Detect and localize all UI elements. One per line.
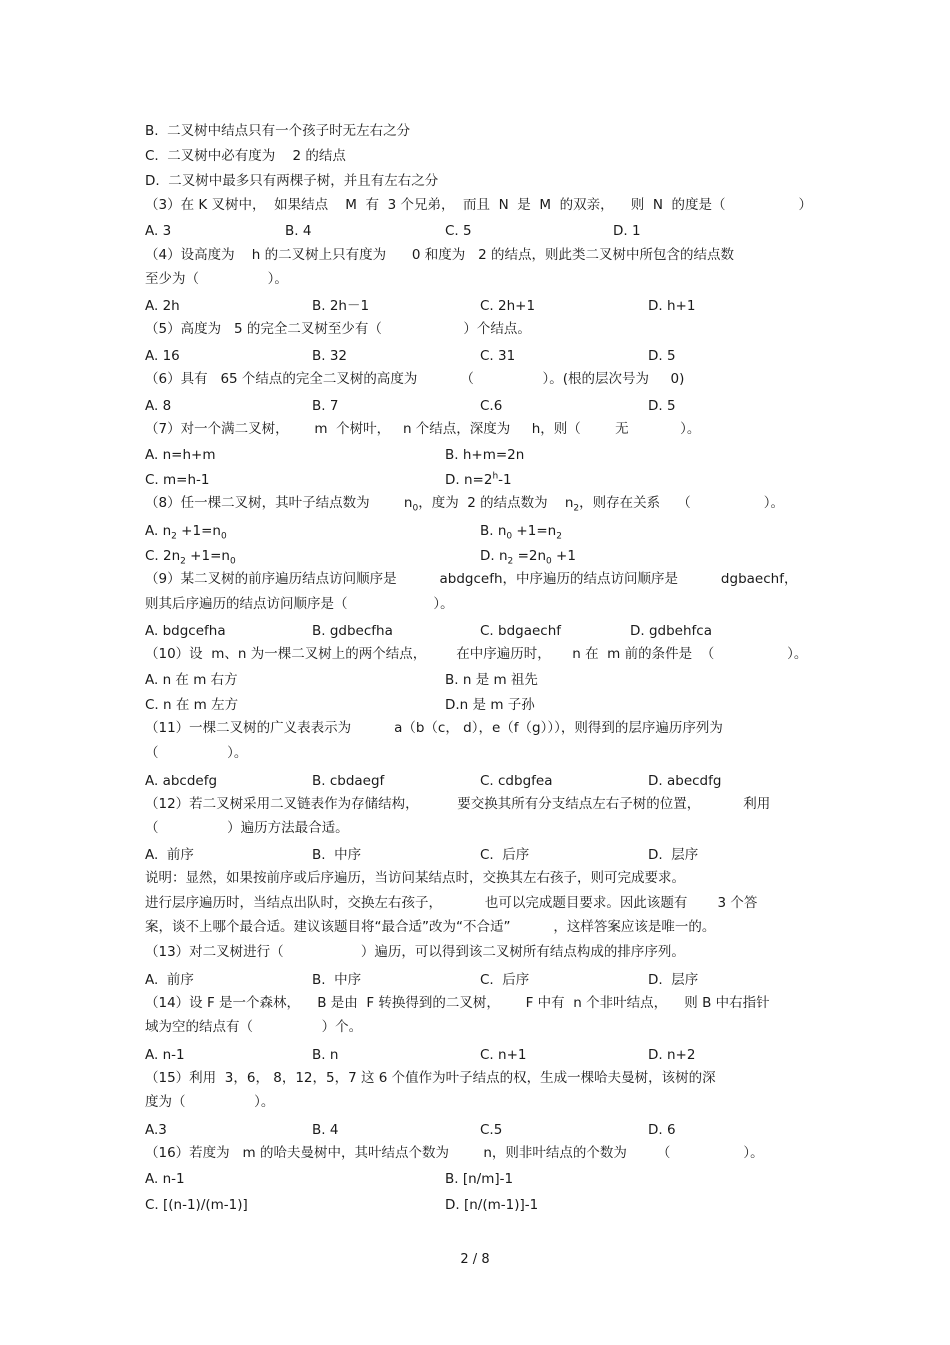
q11-option-a: A. abcdefg xyxy=(145,773,218,789)
q11-option-c: C. cdbgfea xyxy=(480,773,553,789)
note-line1: 说明：显然，如果按前序或后序遍历，当访问某结点时，交换其左右孩子，则可完成要求。 xyxy=(145,870,685,886)
q5-option-b: B. 32 xyxy=(312,348,348,364)
q13-option-b: B. 中序 xyxy=(312,972,362,988)
q10-option-b: B. n 是 m 祖先 xyxy=(445,672,538,688)
q8-option-c: C. $2n_2 +1=n_0$ xyxy=(145,548,236,567)
question-12-line2: （ ）遍历方法最合适。 xyxy=(145,820,349,836)
q4-option-d: D. h+1 xyxy=(648,298,696,314)
q3-option-a: A. 3 xyxy=(145,223,172,239)
q14-option-c: C. n+1 xyxy=(480,1047,527,1063)
q10-option-d: D.n 是 m 子孙 xyxy=(445,697,535,713)
q9-option-b: B. gdbecfha xyxy=(312,623,393,639)
q10-option-a: A. n 在 m 右方 xyxy=(145,672,238,688)
q15-option-c: C.5 xyxy=(480,1122,503,1138)
q4-option-b: B. 2h－1 xyxy=(312,298,370,314)
q9-option-d: D. gdbehfca xyxy=(630,623,712,639)
q14-option-b: B. n xyxy=(312,1047,339,1063)
question-10: （10）设 m、n 为一棵二叉树上的两个结点， 在中序遍历时， n 在 m 前的条件是 （ ）。 xyxy=(145,646,808,662)
q16-option-d: D. [n/(m-1)]-1 xyxy=(445,1197,539,1213)
q3-option-d: D. 1 xyxy=(613,223,641,239)
q3-option-b: B. 4 xyxy=(285,223,312,239)
question-15-line2: 度为（ ）。 xyxy=(145,1094,275,1110)
q12-option-a: A. 前序 xyxy=(145,847,194,863)
q9-option-c: C. bdgaechf xyxy=(480,623,562,639)
q13-option-c: C. 后序 xyxy=(480,972,530,988)
question-13: （13）对二叉树进行（ ）遍历，可以得到该二叉树所有结点构成的排序序列。 xyxy=(145,944,685,960)
option-d-line: D. 二叉树中最多只有两棵子树，并且有左右之分 xyxy=(145,173,439,189)
option-c-line: C. 二叉树中必有度为 2 的结点 xyxy=(145,148,346,164)
question-14-line1: （14）设 F 是一个森林， B 是由 F 转换得到的二叉树， F 中有 n 个非叶结点， 则 B 中右指针 xyxy=(145,995,770,1011)
q14-option-d: D. n+2 xyxy=(648,1047,696,1063)
q11-option-b: B. cbdaegf xyxy=(312,773,385,789)
q11-option-d: D. abecdfg xyxy=(648,773,722,789)
question-9-line2: 则其后序遍历的结点访问顺序是（ ）。 xyxy=(145,596,454,612)
q16-option-c: C. [(n-1)/(m-1)] xyxy=(145,1197,248,1213)
question-14-line2: 域为空的结点有（ ）个。 xyxy=(145,1019,363,1035)
q6-option-b: B. 7 xyxy=(312,398,339,414)
q13-option-a: A. 前序 xyxy=(145,972,194,988)
q9-option-a: A. bdgcefha xyxy=(145,623,226,639)
q15-option-d: D. 6 xyxy=(648,1122,676,1138)
page-number: 2 / 8 xyxy=(460,1252,490,1267)
q16-option-b: B. [n/m]-1 xyxy=(445,1171,514,1187)
q4-option-a: A. 2h xyxy=(145,298,180,314)
q8-option-d: D. $n_2 =2n_0 +1$ xyxy=(480,548,576,567)
q3-option-c: C. 5 xyxy=(445,223,472,239)
question-11-line1: （11）一棵二叉树的广义表表示为 a（b（c， d），e（f（g））），则得到的层序遍历序列为 xyxy=(145,720,723,736)
q6-option-a: A. 8 xyxy=(145,398,172,414)
q16-option-a: A. n-1 xyxy=(145,1171,185,1187)
q7-option-d: D. $n=2^h-1$ xyxy=(445,471,512,488)
question-16: （16）若度为 m 的哈夫曼树中，其叶结点个数为 n，则非叶结点的个数为 （ ）。 xyxy=(145,1145,764,1161)
q5-option-c: C. 31 xyxy=(480,348,516,364)
q5-option-a: A. 16 xyxy=(145,348,180,364)
q8-option-a: A. $n_2 +1=n_0$ xyxy=(145,523,227,542)
question-4-line1: （4）设高度为 h 的二叉树上只有度为 0 和度为 2 的结点，则此类二叉树中所包含的结点数 xyxy=(145,247,734,263)
q12-option-c: C. 后序 xyxy=(480,847,530,863)
q15-option-b: B. 4 xyxy=(312,1122,339,1138)
q12-option-d: D. 层序 xyxy=(648,847,699,863)
q7-option-a: A. n=h+m xyxy=(145,447,216,463)
question-9-line1: （9）某二叉树的前序遍历结点访问顺序是 abdgcefh，中序遍历的结点访问顺序是 dgbaechf， xyxy=(145,571,798,587)
note-line3: 案，谈不上哪个最合适。建议该题目将“最合适”改为“不合适” ，这样答案应该是唯一的。 xyxy=(145,919,716,935)
q6-option-c: C.6 xyxy=(480,398,503,414)
question-6: （6）具有 65 个结点的完全二叉树的高度为 （ ）。(根的层次号为 0) xyxy=(145,371,685,387)
q6-option-d: D. 5 xyxy=(648,398,676,414)
q12-option-b: B. 中序 xyxy=(312,847,362,863)
question-11-line2: （ ）。 xyxy=(145,745,248,761)
question-7: （7）对一个满二叉树， m 个树叶， n 个结点，深度为 h，则（ 无 ）。 xyxy=(145,421,701,437)
q4-option-c: C. 2h+1 xyxy=(480,298,536,314)
question-12-line1: （12）若二叉树采用二叉链表作为存储结构， 要交换其所有分支结点左右子树的位置， 利用 xyxy=(145,796,771,812)
question-15-line1: （15）利用 3，6， 8，12，5，7 这 6 个值作为叶子结点的权，生成一棵哈夫曼树，该树的深 xyxy=(145,1070,716,1086)
question-8: （8）任一棵二叉树，其叶子结点数为 $n_0$，度为 2 的结点数为 $n_2$，则存在关系 （ ）。 xyxy=(145,495,785,514)
q5-option-d: D. 5 xyxy=(648,348,676,364)
q15-option-a: A.3 xyxy=(145,1122,167,1138)
q10-option-c: C. n 在 m 左方 xyxy=(145,697,239,713)
q14-option-a: A. n-1 xyxy=(145,1047,185,1063)
q13-option-d: D. 层序 xyxy=(648,972,699,988)
question-5: （5）高度为 5 的完全二叉树至少有（ ）个结点。 xyxy=(145,321,531,337)
question-4-line2: 至少为（ ）。 xyxy=(145,271,288,287)
q7-option-c: C. m=h-1 xyxy=(145,472,210,488)
q7-option-b: B. h+m=2n xyxy=(445,447,525,463)
q8-option-b: B. $n_0 +1=n_2$ xyxy=(480,523,562,542)
option-b-line: B. 二叉树中结点只有一个孩子时无左右之分 xyxy=(145,123,411,139)
question-3: （3）在 K 叉树中， 如果结点 M 有 3 个兄弟， 而且 N 是 M 的双亲， 则 N 的度是（ ） xyxy=(145,197,813,213)
note-line2: 进行层序遍历时，当结点出队时，交换左右孩子， 也可以完成题目要求。因此该题有 3 个答 xyxy=(145,895,758,911)
